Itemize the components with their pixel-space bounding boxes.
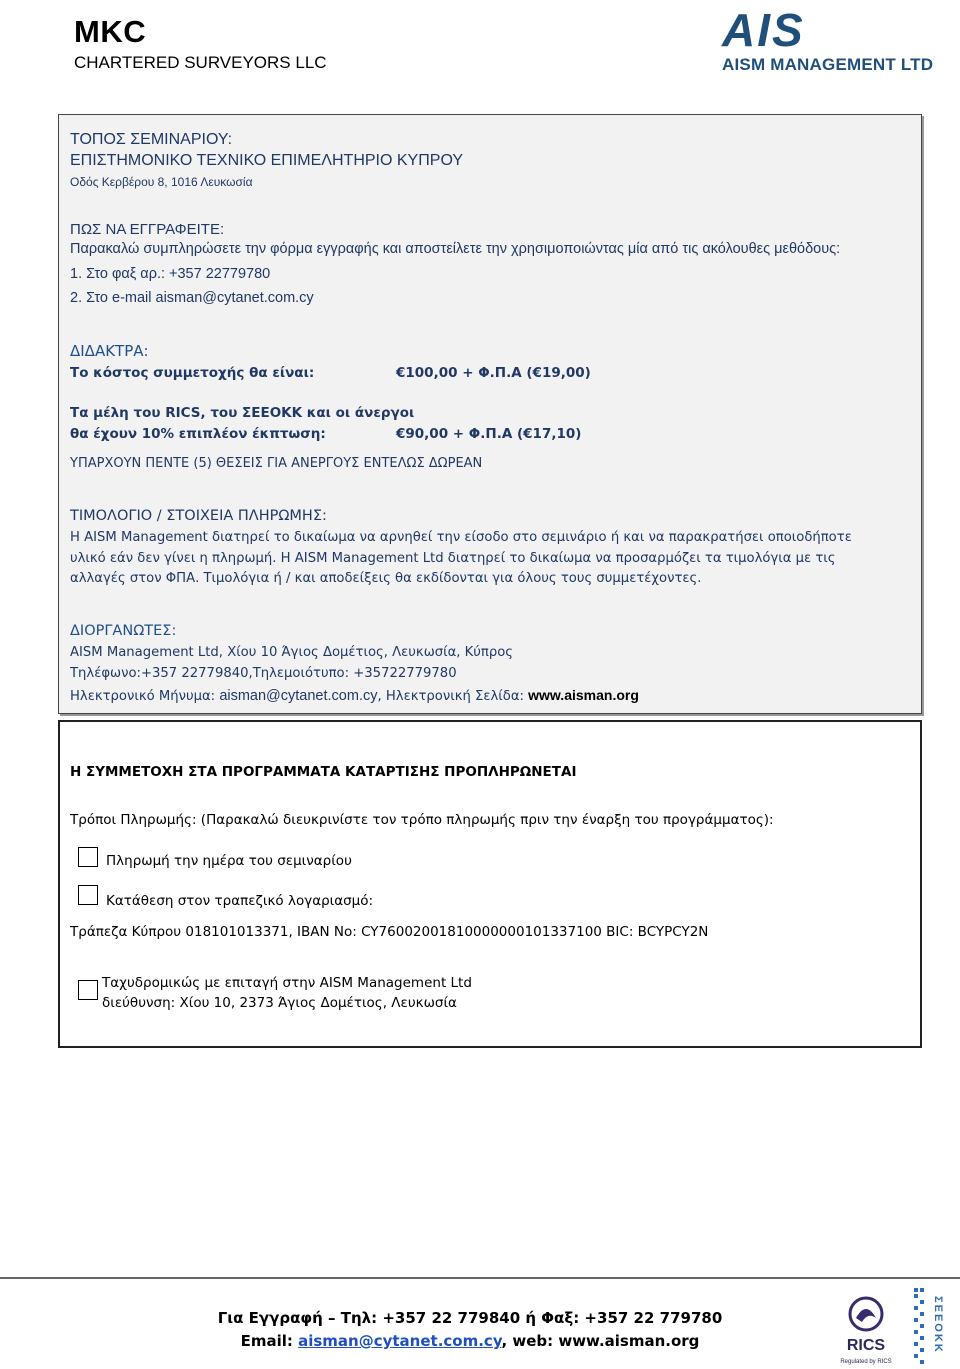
rics-logo-tagline: Regulated by RICS — [840, 1359, 892, 1365]
mkc-title: MKC — [74, 14, 147, 49]
footer-email-label: Email: — [240, 1332, 299, 1350]
mkc-subtitle: CHARTERED SURVEYORS LLC — [74, 53, 327, 72]
payment-option-cheque-line-2: διεύθυνση: Χίου 10, 2373 Άγιος Δομέτιος, Λευκωσία — [102, 995, 457, 1011]
register-intro: Παρακαλώ συμπληρώσετε την φόρμα εγγραφής και αποστείλετε την χρησιμοποιώντας μία από τις ακόλουθες μεθόδους: — [70, 241, 841, 257]
footer-email-link[interactable]: aisman@cytanet.com.cy — [298, 1332, 502, 1350]
payment-option-cheque-checkbox[interactable] — [78, 980, 98, 1000]
fees-cost-label: Το κόστος συμμετοχής θα είναι: — [70, 365, 315, 381]
organizers-phones: Τηλέφωνο:+357 22779840,Τηλεμοιότυπο: +35722779780 — [70, 666, 457, 681]
payment-option-on-day-checkbox[interactable] — [78, 847, 98, 867]
seminar-info-box — [58, 114, 922, 714]
organizers-address: AISM Management Ltd, Χίου 10 Άγιος Δομέτιος, Λευκωσία, Κύπρος — [70, 645, 514, 660]
venue-heading: ΤΟΠΟΣ ΣΕΜΙΝΑΡΙΟΥ: — [70, 131, 233, 148]
payment-box — [58, 720, 922, 1048]
seoek-logo — [912, 1284, 956, 1368]
organizers-contact-line — [70, 687, 639, 704]
footer-contact-line — [0, 1332, 960, 1350]
fees-members-value: €90,00 + Φ.Π.Α (€17,10) — [396, 426, 582, 442]
seoek-logo-text: ΣΕΕΟΚΚ — [932, 1296, 944, 1354]
fees-members-label-1: Τα μέλη του RICS, του ΣΕΕΟΚΚ και οι άνεργοι — [70, 405, 415, 421]
payment-heading: Η ΣΥΜΜΕΤΟΧΗ ΣΤΑ ΠΡΟΓΡΑΜΜΑΤΑ ΚΑΤΑΡΤΙΣΗΣ ΠΡΟΠΛΗΡΩΝΕΤΑΙ — [70, 764, 577, 780]
payment-option-cheque-line-1: Ταχυδρομικώς με επιταγή στην AISM Management Ltd — [102, 975, 472, 991]
rics-logo-text: RICS — [846, 1337, 886, 1354]
fees-members-label-2: θα έχουν 10% επιπλέον έκπτωση: — [70, 426, 326, 442]
invoice-line-3: αλλαγές στον ΦΠΑ. Τιμολόγια ή / και αποδείξεις θα εκδίδονται για όλους τους συμμετέχοντες. — [70, 571, 702, 586]
organizers-web[interactable]: www.aisman.org — [528, 687, 639, 703]
footer-registration-line: Για Εγγραφή – Τηλ: +357 22 779840 ή Φαξ: +357 22 779780 — [217, 1309, 723, 1327]
invoice-heading: ΤΙΜΟΛΟΓΙΟ / ΣΤΟΙΧΕΙΑ ΠΛΗΡΩΜΗΣ: — [70, 508, 327, 524]
venue-name: ΕΠΙΣΤΗΜΟΝΙΚΟ ΤΕΧΝΙΚΟ ΕΠΙΜΕΛΗΤΗΡΙΟ ΚΥΠΡΟΥ — [70, 152, 464, 169]
ais-logo-text: AIS — [722, 4, 805, 56]
bank-details: Τράπεζα Κύπρου 018101013371, IBAN No: CY76002001810000000101337100 BIC: BCYPCY2N — [70, 924, 709, 940]
footer-web: , web: www.aisman.org — [501, 1332, 700, 1350]
register-method-fax: 1. Στο φαξ αρ.: +357 22779780 — [70, 266, 271, 282]
payment-option-bank: Κατάθεση στον τραπεζικό λογαριασμό: — [106, 893, 374, 909]
register-heading: ΠΩΣ ΝΑ ΕΓΓΡΑΦΕΙΤΕ: — [70, 221, 225, 238]
fees-cost-value: €100,00 + Φ.Π.Α (€19,00) — [396, 365, 591, 381]
fees-heading: ΔΙΔΑΚΤΡΑ: — [70, 342, 149, 360]
organizers-web-label: , Ηλεκτρονική Σελίδα: — [377, 689, 529, 704]
ais-subtitle: AISM MANAGEMENT LTD — [722, 55, 934, 74]
organizers-email-label: Ηλεκτρονικό Μήνυμα: — [70, 689, 220, 704]
register-method-email: 2. Στο e-mail aisman@cytanet.com.cy — [70, 290, 314, 306]
fees-free-places: ΥΠΑΡΧΟΥΝ ΠΕΝΤΕ (5) ΘΕΣΕΙΣ ΓΙΑ ΑΝΕΡΓΟΥΣ ΕΝΤΕΛΩΣ ΔΩΡΕΑΝ — [70, 456, 483, 471]
invoice-line-2: υλικό εάν δεν γίνει η πληρωμή. Η AISM Management Ltd διατηρεί το δικαίωμα να προσαρμόζει τα τιμολόγια με τις — [70, 551, 836, 566]
payment-option-bank-checkbox[interactable] — [78, 885, 98, 905]
organizers-email[interactable]: aisman@cytanet.com.cy — [219, 688, 378, 704]
organizers-heading: ΔΙΟΡΓΑΝΩΤΕΣ: — [70, 623, 177, 639]
invoice-line-1: Η AISM Management διατηρεί το δικαίωμα να αρνηθεί την είσοδο στο σεμινάριο ή και να παρακρατήσει οποιοδήποτε — [70, 530, 852, 545]
rics-logo — [836, 1294, 896, 1366]
payment-option-on-day: Πληρωμή την ημέρα του σεμιναρίου — [106, 853, 352, 869]
venue-address: Οδός Κερβέρου 8, 1016 Λευκωσία — [70, 175, 253, 189]
payment-method-label: Τρόποι Πληρωμής: (Παρακαλώ διευκρινίστε τον τρόπο πληρωμής πριν την έναρξη του προγράμματος): — [70, 812, 774, 828]
footer-divider — [0, 1277, 960, 1279]
